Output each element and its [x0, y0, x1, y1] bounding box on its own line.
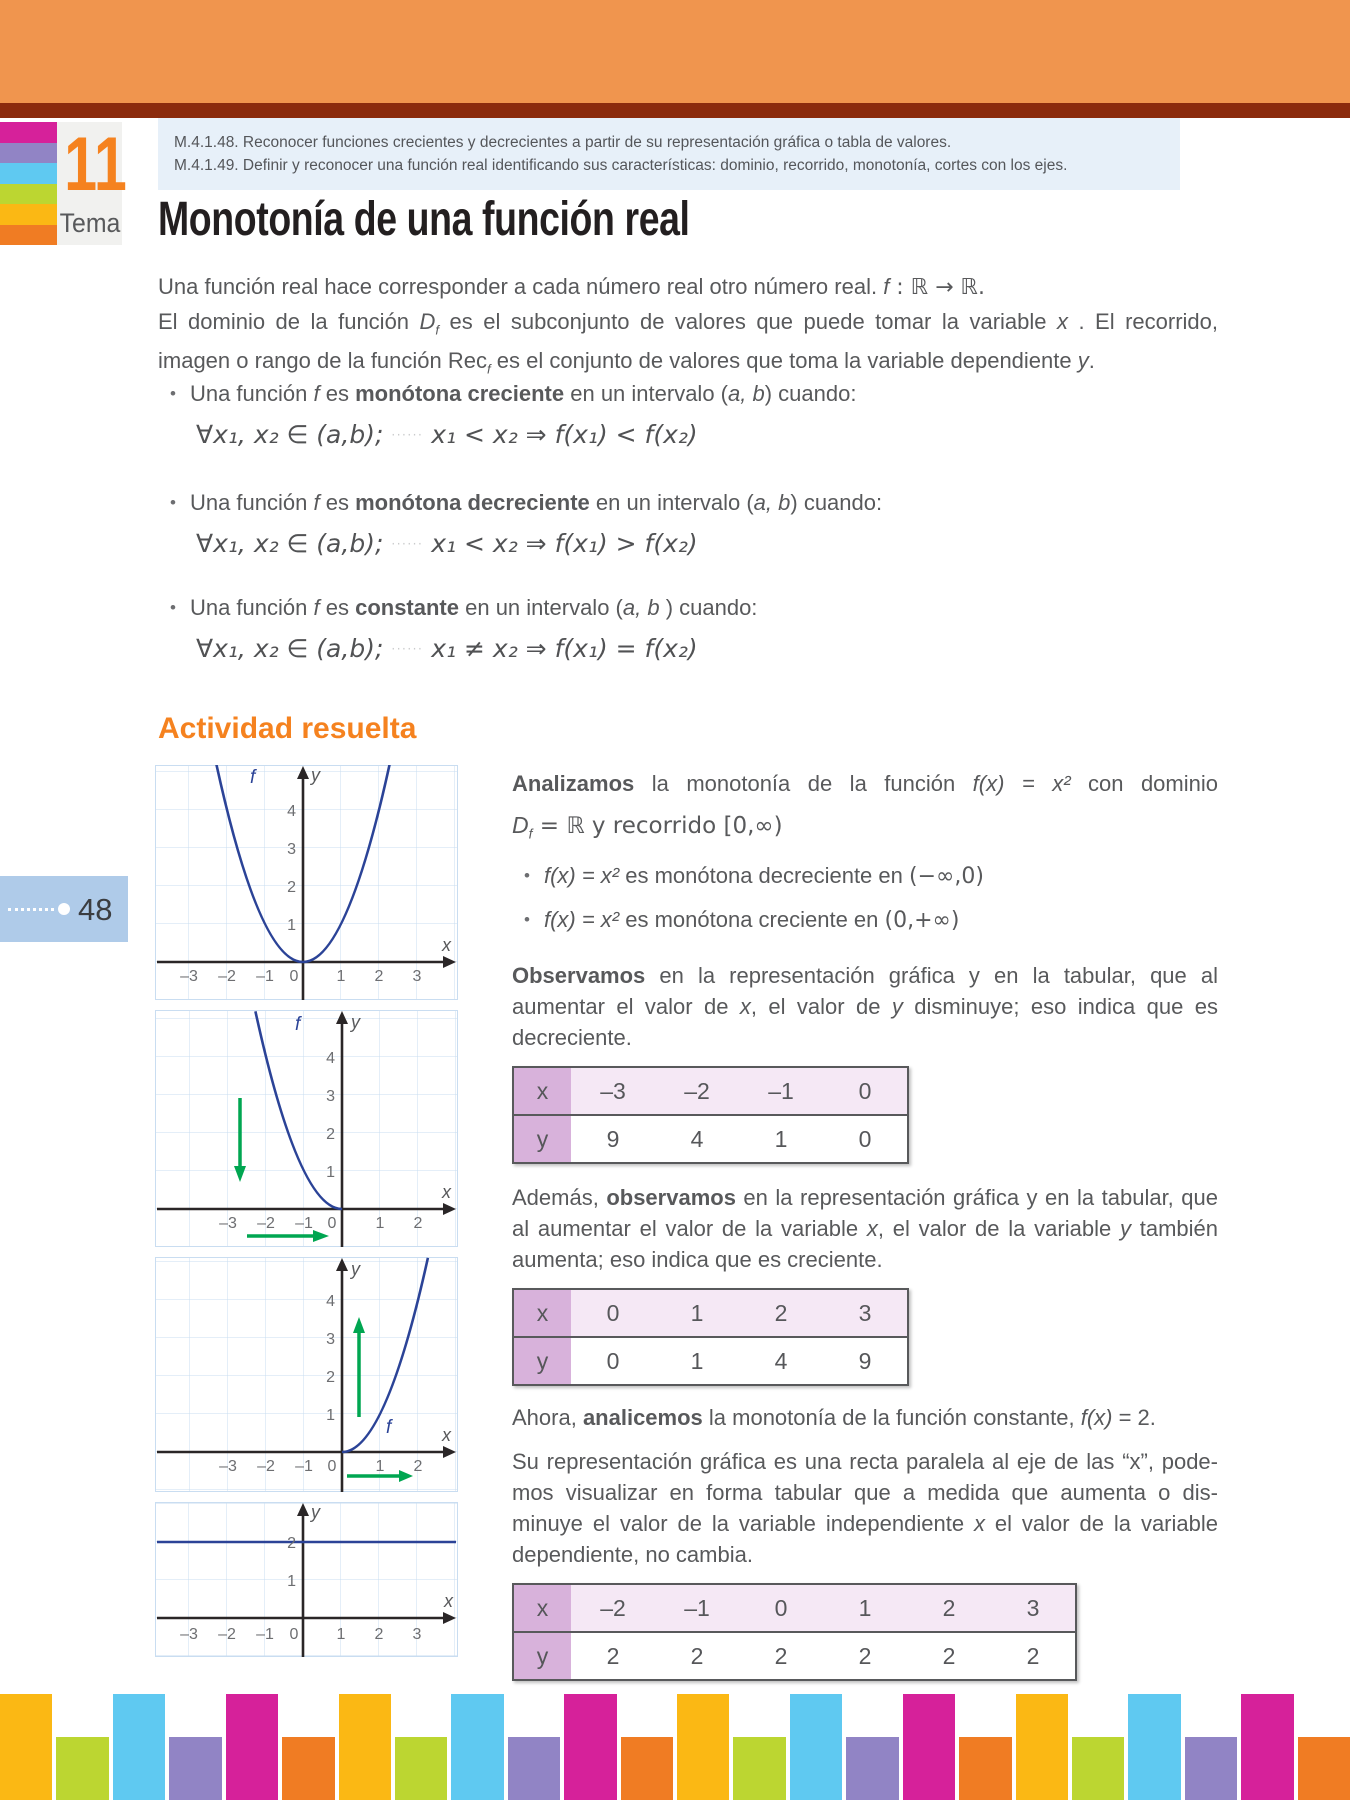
- tema-square-green: [0, 184, 57, 205]
- grid: [156, 766, 458, 1000]
- cell: 2: [655, 1632, 739, 1680]
- cell: 0: [739, 1584, 823, 1632]
- standard-line-2: M.4.1.49. Definir y reconocer una función real identificando sus características: dominio, recorrido, monotonía, cortes con los ejes.: [174, 157, 1068, 174]
- tema-color-squares: [0, 122, 57, 245]
- formula-right: x₁ < x₂ ⇒ f(x₁) < f(x₂): [431, 420, 698, 449]
- point-decreciente: • f(x) = x² es monótona decreciente en (−∞,0): [524, 863, 984, 889]
- y-tick: 3: [326, 1331, 335, 1348]
- cell: 2: [571, 1632, 655, 1680]
- intro-paragraph-1: Una función real hace corresponder a cada número real otro número real. f : ℝ → ℝ.: [158, 274, 985, 300]
- formula-dots: ······: [391, 642, 424, 656]
- top-brown-stripe: [0, 103, 1350, 118]
- x-tick: –3: [180, 968, 198, 985]
- table-row-y: [513, 1632, 1076, 1680]
- footer-bar-magenta: [226, 1694, 278, 1800]
- x-tick: 1: [375, 1215, 385, 1232]
- cell: 9: [571, 1115, 655, 1163]
- x-tick: –1: [295, 1215, 313, 1232]
- row-label-x: x: [513, 1067, 571, 1115]
- footer-bar-yellow: [677, 1694, 729, 1800]
- cell: –1: [739, 1067, 823, 1115]
- cell: 1: [739, 1115, 823, 1163]
- footer-bar-purple: [508, 1737, 560, 1800]
- tema-square-purple: [0, 143, 57, 164]
- x-tick: –3: [219, 1458, 237, 1475]
- tema-label: Tema: [59, 208, 121, 238]
- page-title: Monotonía de una función real: [158, 193, 690, 246]
- observamos-paragraph: Observamos en la representación gráfica y en la tabular, que al aumentar el valor de x, el valor de y disminuye; eso indica que es decreciente.: [512, 963, 1218, 1050]
- x-tick: 2: [374, 968, 384, 985]
- x-tick: –2: [257, 1458, 275, 1475]
- x-tick: –1: [295, 1458, 313, 1475]
- y-tick: 2: [326, 1369, 335, 1386]
- cell: 2: [907, 1632, 991, 1680]
- graph-constant-function: [155, 1502, 458, 1657]
- y-tick: 3: [326, 1088, 335, 1105]
- cell: –3: [571, 1067, 655, 1115]
- ahora-line: Ahora, analicemos la monotonía de la función constante, f(x) = 2.: [512, 1405, 1156, 1430]
- footer-bar-magenta: [1241, 1694, 1293, 1800]
- x-tick: 3: [412, 1626, 422, 1643]
- x-axis-label: x: [442, 1425, 451, 1445]
- cell: 9: [823, 1337, 908, 1385]
- cell: 0: [571, 1289, 655, 1337]
- footer-bar-cyan: [790, 1694, 842, 1800]
- x-tick: 1: [336, 968, 346, 985]
- formula-constante: [196, 634, 698, 663]
- cell: 0: [571, 1337, 655, 1385]
- page-number-badge: [0, 876, 128, 942]
- footer-bar-orange: [282, 1737, 334, 1800]
- footer-bar-green: [733, 1737, 785, 1800]
- footer-bar-yellow: [0, 1694, 52, 1800]
- cell: 2: [739, 1632, 823, 1680]
- footer-bar-yellow: [1016, 1694, 1068, 1800]
- footer-bar-yellow: [339, 1694, 391, 1800]
- standard-line-1: M.4.1.48. Reconocer funciones crecientes y decrecientes a partir de su representación gráfica o tabla de valores.: [174, 134, 952, 151]
- grid: [156, 1011, 458, 1247]
- x-tick: –2: [257, 1215, 275, 1232]
- table-row-x: [513, 1067, 908, 1115]
- graph-increasing-branch: [155, 1257, 458, 1492]
- x-tick: 1: [336, 1626, 346, 1643]
- point-creciente: • f(x) = x² es monótona creciente en (0,+∞): [524, 907, 960, 933]
- x-tick: 0: [327, 1458, 337, 1475]
- standards-box: [158, 118, 1180, 190]
- row-label-x: x: [513, 1584, 571, 1632]
- tema-badge: [57, 122, 127, 245]
- table-row-x: [513, 1584, 1076, 1632]
- graph-decreasing-branch: [155, 1010, 458, 1247]
- x-tick: 2: [374, 1626, 384, 1643]
- footer-bar-purple: [846, 1737, 898, 1800]
- x-tick: –3: [180, 1626, 198, 1643]
- page-number: 48: [78, 892, 113, 927]
- formula-dots: ······: [391, 428, 424, 442]
- x-tick: –2: [218, 1626, 236, 1643]
- formula-decreciente: [196, 529, 698, 558]
- x-tick: –3: [219, 1215, 237, 1232]
- bullet-creciente: • Una función f es monótona creciente en un intervalo (a, b) cuando:: [170, 381, 857, 406]
- x-tick: 0: [289, 1626, 299, 1643]
- tema-square-orange: [0, 225, 57, 246]
- footer-bar-cyan: [451, 1694, 503, 1800]
- cell: 2: [739, 1289, 823, 1337]
- footer-bar-purple: [169, 1737, 221, 1800]
- footer-bar-green: [1072, 1737, 1124, 1800]
- cell: 2: [823, 1632, 907, 1680]
- cell: 2: [991, 1632, 1076, 1680]
- ademas-paragraph: Además, observamos en la representación gráfica y en la tabular, que al aumentar el valor de la variable x, el valor de la variable y también aumenta; eso indica que es creciente.: [512, 1185, 1218, 1272]
- x-axis-label: x: [442, 935, 451, 955]
- tema-square-magenta: [0, 122, 57, 143]
- value-table-increasing: [512, 1288, 909, 1386]
- dotted-leader: [8, 908, 54, 911]
- grid: [156, 1258, 458, 1492]
- analizamos-text: Analizamos la monotonía de la función f(x) = x² con dominio $D_f$ = ℝ y recorrido [0,∞): [512, 771, 1218, 842]
- value-table-constant: [512, 1583, 1077, 1681]
- graph-parabola-full: [155, 765, 458, 1000]
- cell: 0: [823, 1067, 908, 1115]
- tema-number: 11: [64, 122, 127, 207]
- x-tick: –1: [256, 968, 274, 985]
- bullet-decreciente: • Una función f es monótona decreciente en un intervalo (a, b) cuando:: [170, 490, 883, 515]
- y-tick: 4: [326, 1050, 335, 1067]
- x-tick: 3: [412, 968, 422, 985]
- y-axis-label: y: [351, 1259, 360, 1279]
- row-label-x: x: [513, 1289, 571, 1337]
- footer-bar-green: [395, 1737, 447, 1800]
- footer-bar-green: [56, 1737, 108, 1800]
- cell: 1: [823, 1584, 907, 1632]
- table-row-y: [513, 1115, 908, 1163]
- y-axis-label: y: [351, 1012, 360, 1032]
- formula-right: x₁ < x₂ ⇒ f(x₁) > f(x₂): [431, 529, 698, 558]
- cell: 0: [823, 1115, 908, 1163]
- table-row-x: [513, 1289, 908, 1337]
- table-row-y: [513, 1337, 908, 1385]
- tema-square-yellow: [0, 204, 57, 225]
- footer-bar-purple: [1185, 1737, 1237, 1800]
- row-label-y: y: [513, 1115, 571, 1163]
- y-tick: 4: [287, 803, 296, 820]
- footer-bar-orange: [1298, 1737, 1350, 1800]
- x-tick: 2: [413, 1458, 423, 1475]
- cell: –1: [655, 1584, 739, 1632]
- y-tick: 1: [287, 917, 296, 934]
- formula-creciente: [196, 420, 698, 449]
- x-tick: 2: [413, 1215, 423, 1232]
- tema-square-cyan: [0, 163, 57, 184]
- footer-bar-orange: [959, 1737, 1011, 1800]
- value-table-decreasing: [512, 1066, 909, 1164]
- footer-bar-orange: [621, 1737, 673, 1800]
- formula-right: x₁ ≠ x₂ ⇒ f(x₁) = f(x₂): [431, 634, 698, 663]
- footer-bar-magenta: [903, 1694, 955, 1800]
- x-tick: 0: [327, 1215, 337, 1232]
- formula-left: ∀x₁, x₂ ∈ (a,b);: [196, 634, 384, 663]
- bullet-constante: • Una función f es constante en un intervalo (a, b ) cuando:: [170, 595, 758, 620]
- footer-bars: [0, 1694, 1350, 1800]
- cell: –2: [571, 1584, 655, 1632]
- x-axis-label: x: [444, 1591, 453, 1611]
- curve-label: f: [295, 1014, 301, 1035]
- cell: –2: [655, 1067, 739, 1115]
- x-tick: –1: [256, 1626, 274, 1643]
- x-tick: –2: [218, 968, 236, 985]
- formula-left: ∀x₁, x₂ ∈ (a,b);: [196, 420, 384, 449]
- cell: 1: [655, 1337, 739, 1385]
- curve-label: f: [250, 767, 256, 788]
- cell: 3: [991, 1584, 1076, 1632]
- row-label-y: y: [513, 1337, 571, 1385]
- row-label-y: y: [513, 1632, 571, 1680]
- cell: 1: [655, 1289, 739, 1337]
- y-tick: 4: [326, 1293, 335, 1310]
- y-tick: 2: [287, 879, 296, 896]
- y-tick: 2: [326, 1126, 335, 1143]
- x-axis-label: x: [442, 1182, 451, 1202]
- cell: 4: [655, 1115, 739, 1163]
- y-tick: 1: [326, 1407, 335, 1424]
- footer-bar-cyan: [113, 1694, 165, 1800]
- activity-heading: Actividad resuelta: [158, 712, 417, 745]
- cell: 3: [823, 1289, 908, 1337]
- y-tick: 1: [287, 1573, 296, 1590]
- cell: 2: [907, 1584, 991, 1632]
- y-axis-label: y: [311, 1502, 320, 1522]
- x-tick: 1: [375, 1458, 385, 1475]
- curve-label: f: [386, 1417, 392, 1438]
- su-representacion-paragraph: Su representación gráfica es una recta paralela al eje de las “x”, pode- mos visualizar en forma tabular que a medida que aumenta o dis- minuye el valor de la variable independiente x el valor de la variable dependiente, no cambia.: [512, 1449, 1218, 1567]
- intro-paragraph-2: El dominio de la función $D_f$ es el subconjunto de valores que puede tomar la variable x . El recorrido, imagen o rango de la función Rec$_f$ es el conjunto de valores que toma la variable dependiente y.: [158, 309, 1219, 377]
- y-tick: 2: [287, 1535, 296, 1552]
- dot-icon: [58, 903, 70, 915]
- y-tick: 3: [287, 841, 296, 858]
- x-tick: 0: [289, 968, 299, 985]
- footer-bar-cyan: [1128, 1694, 1180, 1800]
- formula-dots: ······: [391, 537, 424, 551]
- y-tick: 1: [326, 1164, 335, 1181]
- cell: 4: [739, 1337, 823, 1385]
- formula-left: ∀x₁, x₂ ∈ (a,b);: [196, 529, 384, 558]
- y-axis-label: y: [311, 765, 320, 785]
- top-orange-band: [0, 0, 1350, 103]
- footer-bar-magenta: [564, 1694, 616, 1800]
